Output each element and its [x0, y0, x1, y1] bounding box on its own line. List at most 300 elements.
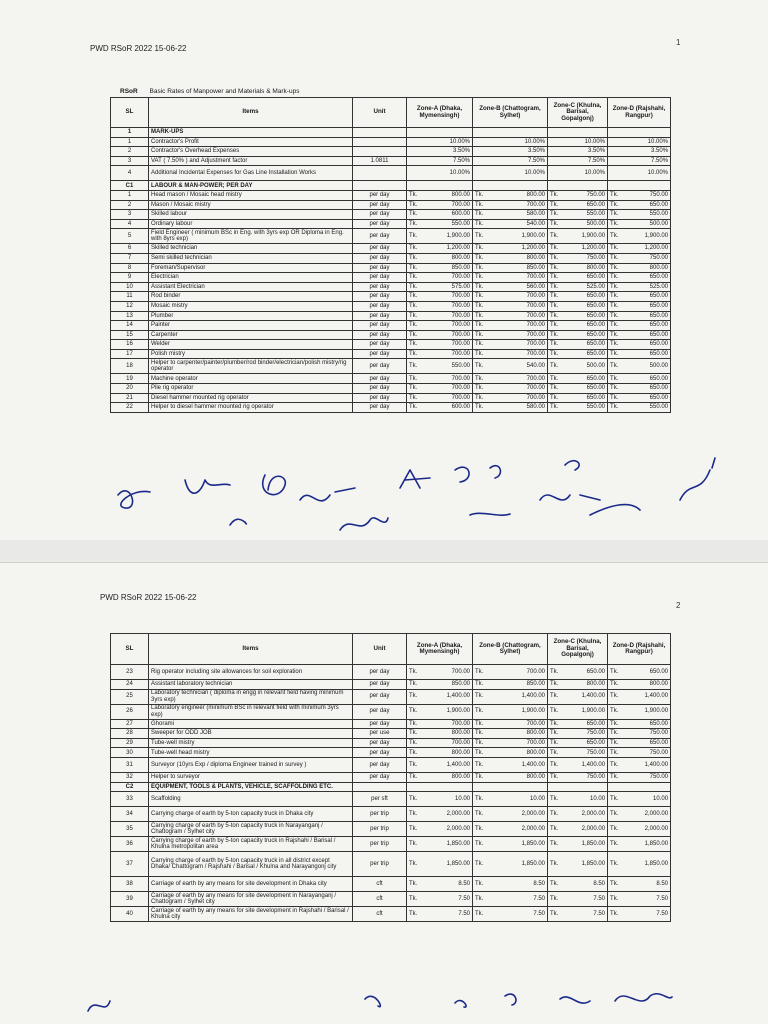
cell-currency: Tk. [473, 822, 491, 837]
cell-currency: Tk. [473, 359, 491, 374]
cell-currency: Tk. [608, 229, 626, 244]
cell-empty [407, 782, 473, 792]
cell-rate: 550.00 [626, 210, 671, 220]
caption-text: Basic Rates of Manpower and Materials & Mark-ups [149, 88, 300, 95]
cell-rate: 650.00 [566, 273, 608, 283]
cell-unit [353, 181, 407, 191]
cell-currency: Tk. [548, 689, 566, 704]
cell-unit: per day [353, 772, 407, 782]
cell-rate: 1,400.00 [626, 757, 671, 772]
cell-item: Helper to surveyor [149, 772, 353, 782]
cell-rate: 650.00 [626, 374, 671, 384]
cell-rate: 800.00 [566, 263, 608, 273]
cell-sl: 33 [111, 792, 149, 807]
rates-table-page-2 [110, 633, 671, 922]
table-row [111, 311, 671, 321]
cell-currency: Tk. [608, 403, 626, 413]
cell-rate: 600.00 [425, 403, 473, 413]
cell-currency: Tk. [407, 393, 425, 403]
cell-rate: 800.00 [566, 680, 608, 690]
cell-rate: 850.00 [491, 263, 548, 273]
cell-item: Head mason / Mosaic head mistry [149, 190, 353, 200]
cell-sl: 17 [111, 349, 149, 359]
signature-6 [615, 994, 672, 1001]
cell-item: Rig operator including site allowances for soil exploration [149, 665, 353, 680]
cell-rate: 750.00 [566, 190, 608, 200]
signature-11 [230, 519, 246, 525]
cell-unit: 1.0811 [353, 156, 407, 166]
cell-currency: Tk. [407, 311, 425, 321]
cell-currency: Tk. [473, 792, 491, 807]
cell-empty [407, 128, 473, 138]
cell-rate: 1,850.00 [626, 837, 671, 852]
signature-8 [540, 495, 600, 500]
cell-currency: Tk. [407, 384, 425, 394]
cell-item: Painter [149, 321, 353, 331]
cell-currency: Tk. [548, 792, 566, 807]
cell-currency: Tk. [473, 719, 491, 729]
cell-item: Diesel hammer mounted rig operator [149, 393, 353, 403]
table-row [111, 229, 671, 244]
signature-13 [470, 513, 510, 515]
cell-section-title: EQUIPMENT, TOOLS & PLANTS, VEHICLE, SCAFFOLDING ETC. [149, 782, 353, 792]
cell-rate: 1,850.00 [491, 852, 548, 877]
cell-currency: Tk. [548, 321, 566, 331]
cell-item: Surveyor (10yrs Exp / diploma Engineer trained in survey ) [149, 757, 353, 772]
cell-currency: Tk. [608, 907, 626, 922]
table-row [111, 253, 671, 263]
column-header-zone-b: Zone-B (Chattogram, Sylhet) [473, 634, 548, 665]
cell-rate: 700.00 [425, 719, 473, 729]
table-row [111, 190, 671, 200]
cell-rate: 700.00 [491, 393, 548, 403]
cell-currency: Tk. [608, 792, 626, 807]
cell-currency: Tk. [473, 321, 491, 331]
cell-currency: Tk. [548, 384, 566, 394]
table-row [111, 156, 671, 166]
cell-unit: per day [353, 689, 407, 704]
cell-currency: Tk. [473, 340, 491, 350]
cell-sl: 36 [111, 837, 149, 852]
table-row [111, 340, 671, 350]
cell-currency: Tk. [548, 852, 566, 877]
cell-rate: 2,000.00 [566, 822, 608, 837]
cell-item: Semi skilled technician [149, 253, 353, 263]
cell-rate: 1,200.00 [425, 244, 473, 254]
cell-percent: 7.50% [473, 156, 548, 166]
cell-currency: Tk. [407, 403, 425, 413]
cell-currency: Tk. [473, 748, 491, 758]
cell-rate: 800.00 [425, 772, 473, 782]
cell-currency: Tk. [608, 374, 626, 384]
table-row [111, 200, 671, 210]
table-row [111, 729, 671, 739]
cell-item: Polish mistry [149, 349, 353, 359]
cell-currency: Tk. [473, 892, 491, 907]
cell-rate: 550.00 [425, 359, 473, 374]
cell-unit: per day [353, 200, 407, 210]
cell-currency: Tk. [473, 772, 491, 782]
column-header-zone-b: Zone-B (Chattogram, Sylhet) [473, 98, 548, 128]
table-row [111, 282, 671, 292]
cell-rate: 525.00 [566, 282, 608, 292]
cell-rate: 8.50 [491, 877, 548, 892]
cell-currency: Tk. [548, 704, 566, 719]
cell-currency: Tk. [608, 837, 626, 852]
cell-rate: 700.00 [425, 384, 473, 394]
table-row [111, 822, 671, 837]
cell-unit: per day [353, 374, 407, 384]
cell-item: Scaffolding [149, 792, 353, 807]
cell-sl: 28 [111, 729, 149, 739]
cell-rate: 650.00 [566, 321, 608, 331]
cell-currency: Tk. [548, 253, 566, 263]
cell-unit: per day [353, 311, 407, 321]
cell-item: Mason / Mosaic mistry [149, 200, 353, 210]
cell-currency: Tk. [407, 253, 425, 263]
cell-rate: 700.00 [425, 340, 473, 350]
table-row [111, 837, 671, 852]
cell-currency: Tk. [473, 330, 491, 340]
cell-item: Carpenter [149, 330, 353, 340]
cell-rate: 7.50 [491, 892, 548, 907]
signature-4 [505, 994, 516, 1005]
cell-currency: Tk. [407, 273, 425, 283]
cell-item: Helper to diesel hammer mounted rig operator [149, 403, 353, 413]
signature-5 [400, 470, 430, 488]
cell-currency: Tk. [407, 292, 425, 302]
cell-item: Carrying charge of earth by 5-ton capacity truck in Dhaka city [149, 807, 353, 822]
cell-currency: Tk. [608, 852, 626, 877]
cell-sl: 4 [111, 166, 149, 181]
cell-rate: 650.00 [566, 393, 608, 403]
cell-item: Contractor's Profit [149, 137, 353, 147]
table-row [111, 807, 671, 822]
cell-currency: Tk. [608, 190, 626, 200]
cell-currency: Tk. [548, 244, 566, 254]
table-row [111, 292, 671, 302]
cell-rate: 650.00 [566, 340, 608, 350]
cell-percent: 10.00% [473, 166, 548, 181]
cell-rate: 1,400.00 [491, 689, 548, 704]
cell-rate: 700.00 [425, 200, 473, 210]
cell-rate: 700.00 [425, 393, 473, 403]
cell-rate: 650.00 [626, 719, 671, 729]
cell-item: Helper to carpenter/painter/plumber/rod binder/electrician/polish mistry/rig operator [149, 359, 353, 374]
caption-code: RSoR [120, 88, 138, 95]
cell-percent: 10.00% [548, 166, 608, 181]
cell-rate: 650.00 [626, 321, 671, 331]
cell-currency: Tk. [548, 200, 566, 210]
cell-sl: 4 [111, 219, 149, 229]
cell-sl: 29 [111, 738, 149, 748]
cell-rate: 1,400.00 [566, 757, 608, 772]
table-row [111, 907, 671, 922]
cell-rate: 700.00 [425, 301, 473, 311]
table-row [111, 689, 671, 704]
cell-rate: 700.00 [425, 738, 473, 748]
cell-percent: 10.00% [407, 137, 473, 147]
cell-unit: per day [353, 680, 407, 690]
cell-currency: Tk. [407, 200, 425, 210]
cell-rate: 700.00 [491, 374, 548, 384]
cell-unit: per sft [353, 792, 407, 807]
signature-2 [185, 480, 230, 493]
cell-rate: 8.50 [425, 877, 473, 892]
cell-unit: per day [353, 229, 407, 244]
cell-currency: Tk. [473, 349, 491, 359]
cell-currency: Tk. [548, 807, 566, 822]
cell-currency: Tk. [407, 219, 425, 229]
cell-currency: Tk. [473, 403, 491, 413]
cell-rate: 7.50 [491, 907, 548, 922]
cell-unit: per day [353, 210, 407, 220]
cell-sl: 11 [111, 292, 149, 302]
cell-empty [473, 782, 548, 792]
cell-rate: 1,850.00 [566, 852, 608, 877]
cell-currency: Tk. [548, 748, 566, 758]
cell-section-title: MARK-UPS [149, 128, 353, 138]
cell-rate: 650.00 [626, 301, 671, 311]
cell-rate: 1,900.00 [491, 704, 548, 719]
cell-sl: 19 [111, 374, 149, 384]
cell-currency: Tk. [473, 757, 491, 772]
cell-rate: 650.00 [566, 330, 608, 340]
cell-currency: Tk. [608, 689, 626, 704]
cell-sl: 25 [111, 689, 149, 704]
cell-currency: Tk. [407, 807, 425, 822]
cell-rate: 1,850.00 [491, 837, 548, 852]
cell-item: Ghorami [149, 719, 353, 729]
cell-currency: Tk. [473, 729, 491, 739]
cell-rate: 550.00 [566, 403, 608, 413]
cell-item: Laboratory technician ( diploma in engg in relevant field having minimum 3yrs exp) [149, 689, 353, 704]
cell-rate: 650.00 [566, 374, 608, 384]
cell-currency: Tk. [608, 273, 626, 283]
cell-currency: Tk. [407, 229, 425, 244]
cell-rate: 700.00 [491, 719, 548, 729]
cell-rate: 700.00 [425, 311, 473, 321]
cell-sl: 21 [111, 393, 149, 403]
cell-rate: 580.00 [491, 210, 548, 220]
table-row [111, 263, 671, 273]
cell-currency: Tk. [548, 311, 566, 321]
cell-empty [608, 128, 671, 138]
cell-empty [608, 782, 671, 792]
section-row [111, 782, 671, 792]
table-row [111, 772, 671, 782]
cell-rate: 750.00 [566, 748, 608, 758]
cell-item: Carriage of earth by any means for site development in Rajshahi / Barisal / Khulna city [149, 907, 353, 922]
column-header-zone-c: Zone-C (Khulna, Barisal, Gopalgonj) [548, 634, 608, 665]
table-row [111, 137, 671, 147]
cell-sl: 32 [111, 772, 149, 782]
cell-rate: 750.00 [626, 729, 671, 739]
cell-rate: 1,200.00 [566, 244, 608, 254]
cell-unit: per day [353, 219, 407, 229]
cell-currency: Tk. [608, 665, 626, 680]
cell-unit: per day [353, 273, 407, 283]
cell-sl: 14 [111, 321, 149, 331]
table-row [111, 359, 671, 374]
cell-unit: per day [353, 738, 407, 748]
cell-currency: Tk. [608, 704, 626, 719]
cell-item: Field Engineer ( minimum BSc in Eng. with 3yrs exp OR Diploma in Eng. with 8yrs exp) [149, 229, 353, 244]
cell-rate: 800.00 [425, 253, 473, 263]
cell-item: Foreman/Supervisor [149, 263, 353, 273]
cell-currency: Tk. [407, 210, 425, 220]
cell-currency: Tk. [473, 384, 491, 394]
table-row [111, 393, 671, 403]
cell-currency: Tk. [608, 680, 626, 690]
cell-rate: 800.00 [425, 729, 473, 739]
cell-rate: 850.00 [491, 680, 548, 690]
cell-item: Plumber [149, 311, 353, 321]
column-header-zone-d: Zone-D (Rajshahi, Rangpur) [608, 98, 671, 128]
cell-rate: 700.00 [491, 273, 548, 283]
cell-rate: 1,850.00 [566, 837, 608, 852]
cell-rate: 700.00 [425, 292, 473, 302]
cell-sl: 27 [111, 719, 149, 729]
cell-unit: per day [353, 190, 407, 200]
cell-currency: Tk. [407, 330, 425, 340]
cell-rate: 2,000.00 [626, 807, 671, 822]
cell-rate: 700.00 [491, 330, 548, 340]
cell-sl: 24 [111, 680, 149, 690]
cell-rate: 800.00 [626, 680, 671, 690]
page-header: PWD RSoR 2022 15-06-22 [90, 44, 187, 53]
cell-rate: 7.50 [425, 892, 473, 907]
cell-currency: Tk. [473, 374, 491, 384]
cell-unit: per day [353, 263, 407, 273]
cell-currency: Tk. [608, 282, 626, 292]
cell-currency: Tk. [608, 877, 626, 892]
cell-item: Machine operator [149, 374, 353, 384]
section-row [111, 128, 671, 138]
cell-item: Carrying charge of earth by 5-ton capacity truck in all district except Dhaka/ Chattogram / Rajshahi / Barisal / Khulna and Narayangonj city [149, 852, 353, 877]
cell-rate: 1,850.00 [425, 852, 473, 877]
cell-currency: Tk. [608, 210, 626, 220]
column-header-unit: Unit [353, 634, 407, 665]
cell-unit [353, 782, 407, 792]
cell-currency: Tk. [548, 292, 566, 302]
cell-item: Welder [149, 340, 353, 350]
cell-currency: Tk. [473, 680, 491, 690]
cell-rate: 1,900.00 [566, 229, 608, 244]
cell-unit [353, 137, 407, 147]
cell-currency: Tk. [407, 719, 425, 729]
signature-4 [300, 488, 355, 501]
cell-currency: Tk. [548, 822, 566, 837]
cell-currency: Tk. [548, 282, 566, 292]
cell-empty [548, 181, 608, 191]
cell-percent: 7.50% [407, 156, 473, 166]
page-number: 2 [676, 601, 681, 610]
cell-sl: 5 [111, 229, 149, 244]
cell-currency: Tk. [548, 349, 566, 359]
cell-rate: 1,400.00 [626, 689, 671, 704]
cell-item: Electrician [149, 273, 353, 283]
cell-currency: Tk. [407, 772, 425, 782]
cell-empty [407, 181, 473, 191]
cell-currency: Tk. [473, 263, 491, 273]
cell-rate: 650.00 [626, 738, 671, 748]
cell-section-title: LABOUR & MAN-POWER; PER DAY [149, 181, 353, 191]
cell-rate: 800.00 [491, 253, 548, 263]
cell-percent: 10.00% [608, 137, 671, 147]
signature-10 [680, 458, 715, 500]
cell-currency: Tk. [473, 877, 491, 892]
cell-item: Skilled labour [149, 210, 353, 220]
cell-currency: Tk. [608, 321, 626, 331]
cell-sl: 10 [111, 282, 149, 292]
column-header-sl: SL [111, 634, 149, 665]
cell-rate: 1,200.00 [491, 244, 548, 254]
column-header-unit: Unit [353, 98, 407, 128]
cell-currency: Tk. [407, 907, 425, 922]
page-number: 1 [676, 38, 681, 47]
cell-percent: 3.50% [548, 147, 608, 157]
table-caption [120, 88, 299, 95]
cell-unit: per trip [353, 837, 407, 852]
cell-currency: Tk. [548, 665, 566, 680]
cell-rate: 700.00 [491, 738, 548, 748]
cell-item: Skilled technician [149, 244, 353, 254]
cell-rate: 700.00 [491, 200, 548, 210]
cell-sl: 26 [111, 704, 149, 719]
cell-currency: Tk. [473, 244, 491, 254]
cell-currency: Tk. [608, 301, 626, 311]
cell-currency: Tk. [473, 704, 491, 719]
table-row [111, 384, 671, 394]
cell-rate: 1,400.00 [566, 689, 608, 704]
cell-currency: Tk. [407, 837, 425, 852]
cell-rate: 1,900.00 [566, 704, 608, 719]
cell-currency: Tk. [473, 200, 491, 210]
cell-currency: Tk. [548, 393, 566, 403]
table-row [111, 680, 671, 690]
cell-rate: 800.00 [425, 748, 473, 758]
cell-rate: 650.00 [566, 384, 608, 394]
cell-unit: per day [353, 330, 407, 340]
cell-currency: Tk. [548, 210, 566, 220]
cell-rate: 650.00 [626, 665, 671, 680]
cell-sl: 1 [111, 190, 149, 200]
cell-unit: per day [353, 244, 407, 254]
table-row [111, 665, 671, 680]
column-header-zone-a: Zone-A (Dhaka, Mymensingh) [407, 634, 473, 665]
cell-currency: Tk. [608, 244, 626, 254]
cell-currency: Tk. [407, 263, 425, 273]
cell-currency: Tk. [548, 263, 566, 273]
signature-3 [263, 475, 286, 495]
cell-sl: 3 [111, 156, 149, 166]
table-row [111, 374, 671, 384]
signature-12 [340, 518, 388, 530]
table-header-row [111, 98, 671, 128]
cell-percent: 10.00% [407, 166, 473, 181]
cell-currency: Tk. [473, 219, 491, 229]
cell-rate: 750.00 [626, 748, 671, 758]
cell-currency: Tk. [407, 244, 425, 254]
cell-rate: 650.00 [566, 665, 608, 680]
cell-rate: 750.00 [626, 253, 671, 263]
cell-percent: 7.50% [548, 156, 608, 166]
cell-unit: per day [353, 292, 407, 302]
cell-currency: Tk. [608, 384, 626, 394]
cell-percent: 3.50% [473, 147, 548, 157]
cell-currency: Tk. [608, 757, 626, 772]
